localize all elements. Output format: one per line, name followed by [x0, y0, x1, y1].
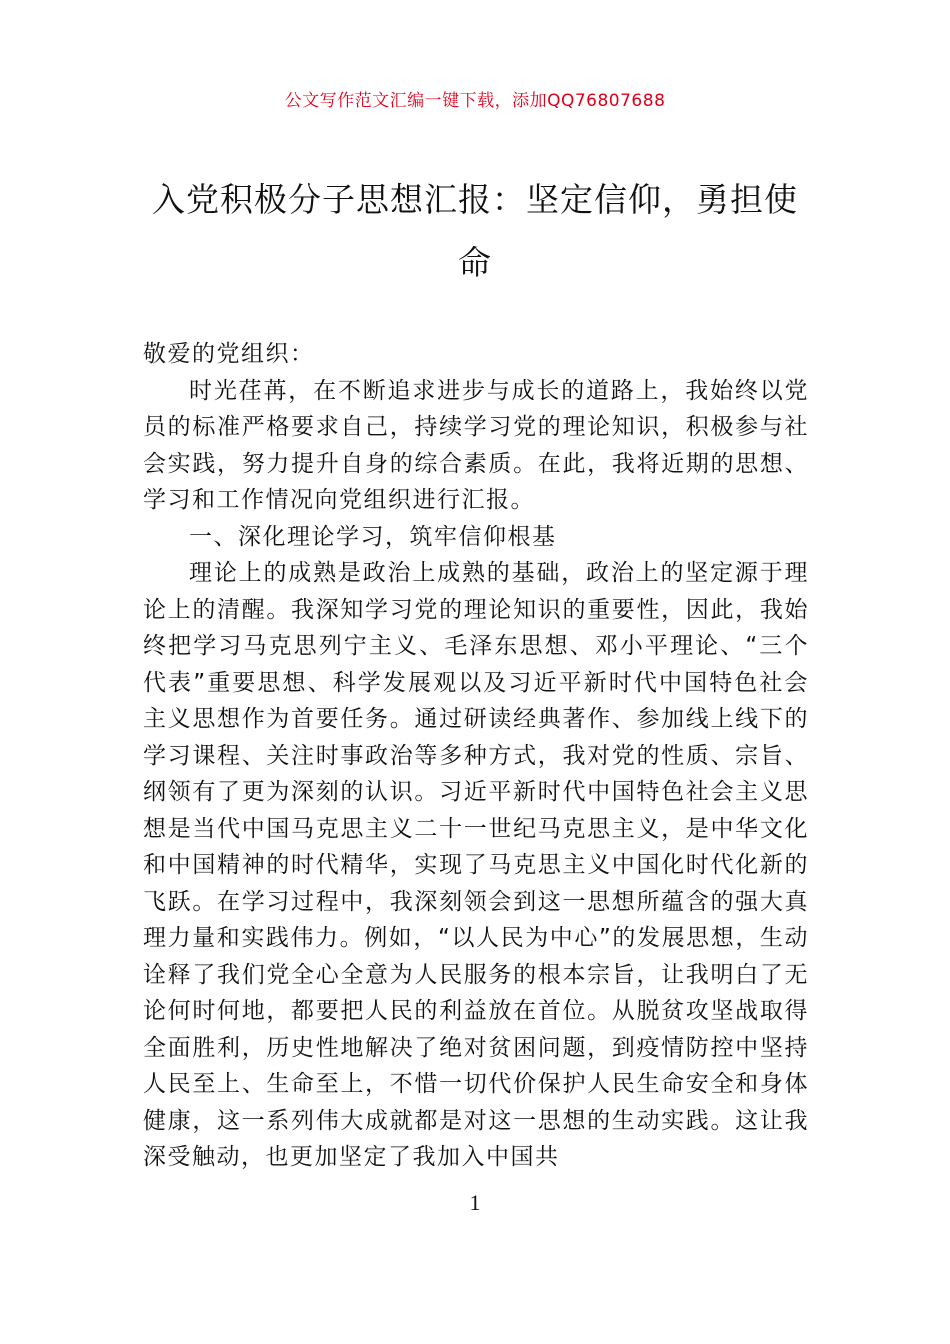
document-body	[143, 336, 809, 1176]
document-title: 入党积极分子思想汇报：坚定信仰，勇担使命	[152, 180, 798, 282]
section-heading-1: 一、深化理论学习，筑牢信仰根基	[189, 523, 557, 550]
paragraph-intro: 时光荏苒，在不断追求进步与成长的道路上，我始终以党员的标准严格要求自己，持续学习党的理论知识，积极参与社会实践，努力提升自身的综合素质。在此，我将近期的思想、学习和工作情况向党组织进行汇报。	[143, 377, 809, 513]
page-number: 1	[469, 1190, 481, 1215]
header-download-note: 公文写作范文汇编一键下载，添加QQ76807688	[284, 91, 666, 111]
salutation: 敬爱的党组织：	[143, 341, 315, 367]
paragraph-theory-study: 理论上的成熟是政治上成熟的基础，政治上的坚定源于理论上的清醒。我深知学习党的理论知识的重要性，因此，我始终把学习马克思列宁主义、毛泽东思想、邓小平理论、“三个代表”重要思想、科学发展观以及习近平新时代中国特色社会主义思想作为首要任务。通过研读经典著作、参加线上线下的学习课程、关注时事政治等多种方式，我对党的性质、宗旨、纲领有了更为深刻的认识。习近平新时代中国特色社会主义思想是当代中国马克思主义二十一世纪马克思主义，是中华文化和中国精神的时代精华，实现了马克思主义中国化时代化新的飞跃。在学习过程中，我深刻领会到这一思想所蕴含的强大真理力量和实践伟力。例如，“以人民为中心”的发展思想，生动诠释了我们党全心全意为人民服务的根本宗旨，让我明白了无论何时何地，都要把人民的利益放在首位。从脱贫攻坚战取得全面胜利，历史性地解决了绝对贫困问题，到疫情防控中坚持人民至上、生命至上，不惜一切代价保护人民生命安全和身体健康，这一系列伟大成就都是对这一思想的生动实践。这让我深受触动，也更加坚定了我加入中国共	[143, 560, 809, 1170]
